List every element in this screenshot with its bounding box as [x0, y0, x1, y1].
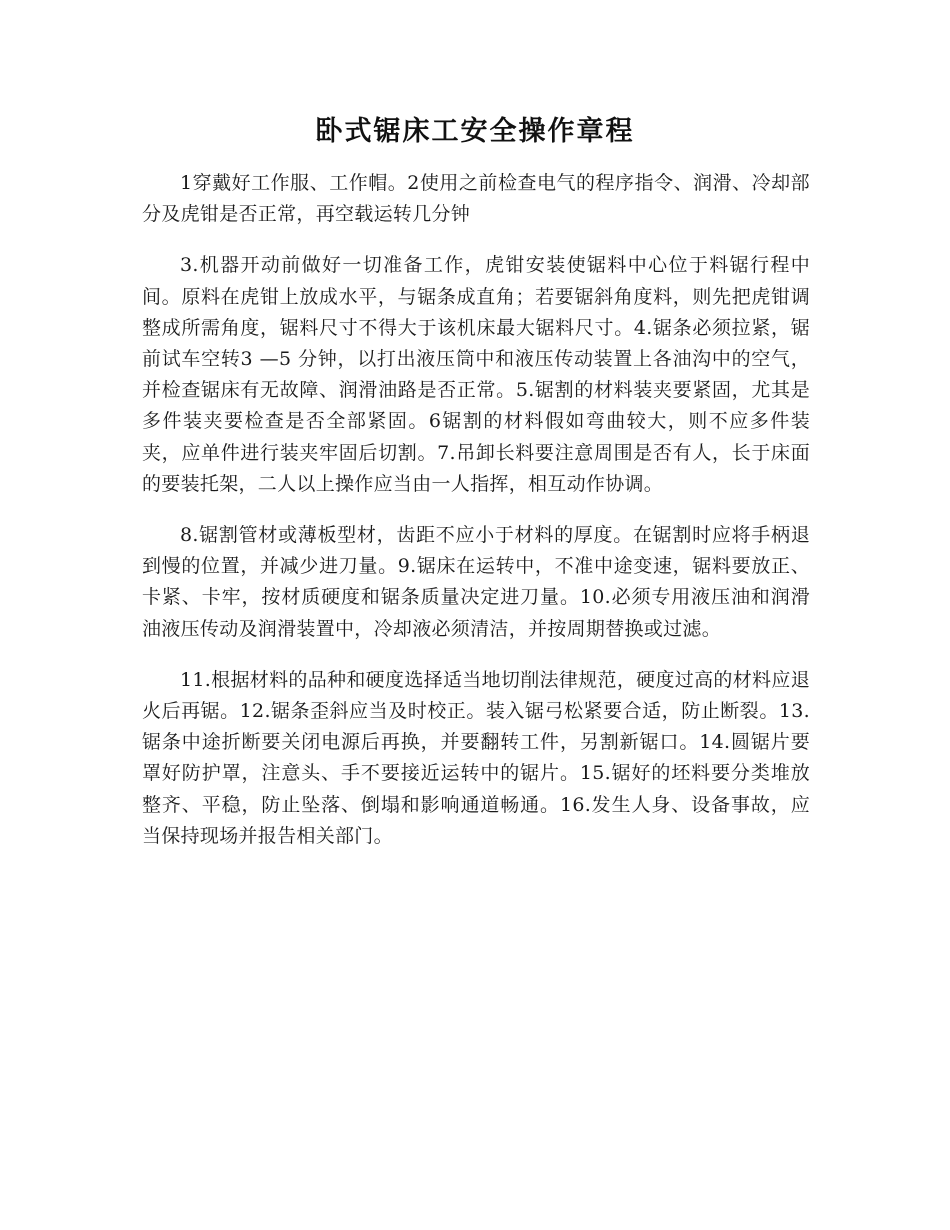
document-title: 卧式锯床工安全操作章程 — [315, 116, 635, 147]
paragraph-3: 8.锯割管材或薄板型材，齿距不应小于材料的厚度。在锯割时应将手柄退到慢的位置，并减少进刀量。9.锯床在运转中，不准中途变速，锯料要放正、卡紧、卡牢，按材质硬度和锯条质量决定进刀量。10.必须专用液压油和润滑油液压传动及润滑装置中，冷却液必须清洁，并按周期替换或过滤。 — [142, 524, 810, 640]
document-body — [142, 168, 810, 872]
paragraph-1: 1穿戴好工作服、工作帽。2使用之前检查电气的程序指令、润滑、冷却部分及虎钳是否正常，再空载运转几分钟 — [142, 172, 810, 226]
paragraph-2: 3.机器开动前做好一切准备工作，虎钳安装使锯料中心位于料锯行程中间。原料在虎钳上放成水平，与锯条成直角；若要锯斜角度料，则先把虎钳调整成所需角度，锯料尺寸不得大于该机床最大锯料尺寸。4.锯条必须拉紧，锯前试车空转3 —5 分钟，以打出液压筒中和液压传动装置上各油沟中的空气，并检查锯床有无故障、润滑油路是否正常。5.锯割的材料装夹要紧固，尤其是多件装夹要检查是否全部紧固。6锯割的材料假如弯曲较大，则不应多件装夹，应单件进行装夹牢固后切割。7.吊卸长料要注意周围是否有人，长于床面的要装托架，二人以上操作应当由一人指挥，相互动作协调。 — [142, 254, 810, 495]
paragraph-4: 11.根据材料的品种和硬度选择适当地切削法律规范，硬度过高的材料应退火后再锯。12.锯条歪斜应当及时校正。装入锯弓松紧要合适，防止断裂。13.锯条中途折断要关闭电源后再换，并要翻转工件，另割新锯口。14.圆锯片要罩好防护罩，注意头、手不要接近运转中的锯片。15.锯好的坯料要分类堆放整齐、平稳，防止坠落、倒塌和影响通道畅通。16.发生人身、设备事故，应当保持现场并报告相关部门。 — [142, 668, 810, 847]
